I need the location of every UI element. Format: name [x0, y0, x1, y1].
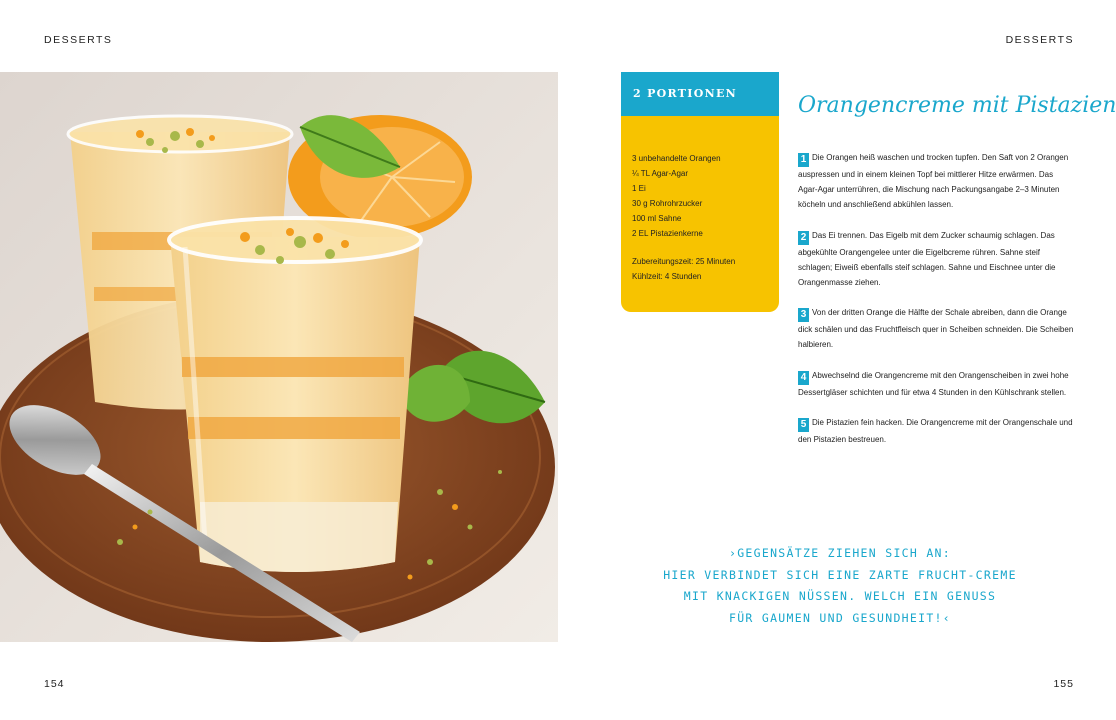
quote-line: MIT KNACKIGEN NÜSSEN. WELCH EIN GENUSS	[683, 589, 997, 603]
step-number: 5	[798, 418, 809, 432]
recipe-step	[798, 150, 1074, 213]
dessert-photo	[0, 72, 558, 642]
recipe-steps	[798, 150, 1074, 462]
ingredient-item: 100 ml Sahne	[632, 214, 682, 223]
time-info	[621, 241, 779, 284]
prep-time: Zubereitungszeit: 25 Minuten	[632, 257, 736, 266]
running-header-left: DESSERTS	[44, 34, 113, 46]
page-number-right: 155	[1053, 678, 1074, 690]
ingredient-item: ¼ TL Agar-Agar	[632, 169, 689, 178]
step-number: 4	[798, 371, 809, 385]
recipe-step	[798, 228, 1074, 291]
ingredient-item: 1 Ei	[632, 184, 646, 193]
quote-line: HIER VERBINDET SICH EINE ZARTE FRUCHT-CREME	[663, 567, 1017, 582]
running-header-right: DESSERTS	[1005, 34, 1074, 46]
step-number: 3	[798, 308, 809, 322]
step-text: Von der dritten Orange die Hälfte der Schale abreiben, dann die Orange dick schälen und das Fruchtfleisch quer in Scheiben schneiden. Die Scheiben halbieren.	[798, 308, 1074, 350]
quote-line: FÜR GAUMEN UND GESUNDHEIT!‹	[728, 610, 952, 625]
page-number-left: 154	[44, 678, 65, 690]
ingredient-item: 3 unbehandelte Orangen	[632, 154, 721, 163]
ingredient-item: 2 EL Pistazienkerne	[632, 229, 703, 238]
cooling-time: Kühlzeit: 4 Stunden	[632, 272, 702, 281]
step-text: Abwechselnd die Orangencreme mit den Orangenscheiben in zwei hohe Dessertgläser schichten und für etwa 4 Stunden in den Kühlschrank stellen.	[798, 370, 1069, 397]
ingredient-item: 30 g Rohrohrzucker	[632, 199, 703, 208]
step-text: Die Pistazien fein hacken. Die Orangencreme mit der Orangenschale und den Pistazien bestreuen.	[798, 417, 1073, 444]
portions-box	[621, 72, 779, 312]
recipe-step	[798, 368, 1074, 400]
quote-line: ›GEGENSÄTZE ZIEHEN SICH AN:	[728, 546, 952, 560]
pull-quote	[640, 543, 1040, 629]
step-number: 1	[798, 153, 809, 167]
ingredient-list	[621, 116, 779, 241]
recipe-step	[798, 415, 1074, 447]
recipe-step	[798, 305, 1074, 352]
step-text: Das Ei trennen. Das Eigelb mit dem Zucker schaumig schlagen. Das abgekühlte Orangengelee unter die Eigelbcreme rühren. Sahne steif schlagen; Eiweiß ebenfalls steif schlagen. Sahne und Eischnee unter die Orangenmasse ziehen.	[798, 230, 1056, 288]
portions-header: 2 PORTIONEN	[621, 72, 779, 116]
step-text: Die Orangen heiß waschen und trocken tupfen. Den Saft von 2 Orangen auspressen und in einem kleinen Topf bei mittlerer Hitze erwärmen. Das Agar-Agar unterrühren, die Mischung nach Packungsangabe 2–3 Minuten köcheln und anschließend abkühlen lassen.	[798, 153, 1069, 210]
step-number: 2	[798, 231, 809, 245]
recipe-title: Orangencreme mit Pistazien	[798, 93, 1116, 118]
